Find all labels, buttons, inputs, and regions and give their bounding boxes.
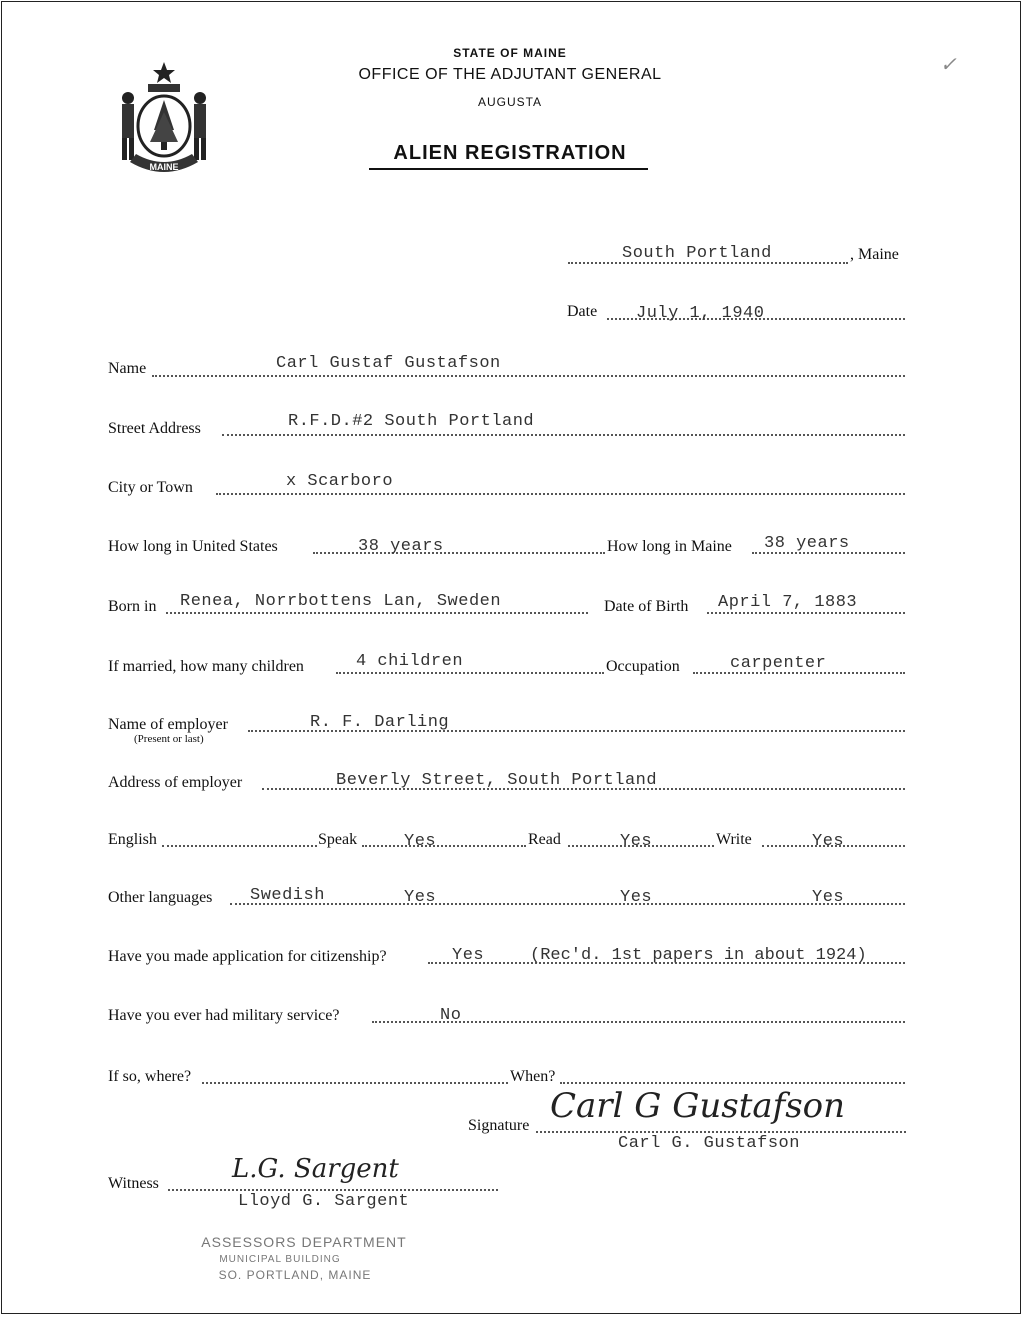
date-value: July 1, 1940 — [636, 304, 765, 323]
city-line — [216, 493, 905, 495]
how-long-maine-label: How long in Maine — [607, 538, 732, 555]
witness-handwritten: L.G. Sargent — [232, 1154, 399, 1184]
english-speak-label: Speak — [318, 831, 358, 848]
other-languages-read-value: Yes — [620, 888, 653, 907]
employer-label: Name of employer — [108, 716, 228, 733]
assessors-stamp-line3: SO. PORTLAND, MAINE — [218, 1268, 372, 1282]
if-so-where-line — [202, 1082, 508, 1084]
name-line — [152, 375, 905, 377]
employer-address-value: Beverly Street, South Portland — [336, 771, 658, 790]
form-title: ALIEN REGISTRATION — [393, 142, 627, 164]
witness-line — [168, 1189, 498, 1191]
city-value: x Scarboro — [286, 472, 394, 491]
citizenship-value: Yes — [452, 946, 485, 965]
witness-label: Witness — [108, 1175, 159, 1192]
employer-value: R. F. Darling — [310, 713, 450, 732]
office-heading: OFFICE OF THE ADJUTANT GENERAL — [358, 66, 662, 83]
signature-line — [536, 1131, 906, 1133]
street-value: R.F.D.#2 South Portland — [288, 412, 535, 431]
assessors-stamp-line2: MUNICIPAL BUILDING — [219, 1254, 341, 1265]
city-label: City or Town — [108, 479, 193, 496]
state-heading: STATE OF MAINE — [453, 46, 567, 60]
how-long-us-line — [313, 552, 605, 554]
street-label: Street Address — [108, 420, 201, 437]
military-label: Have you ever had military service? — [108, 1007, 340, 1024]
english-write-label: Write — [716, 831, 752, 848]
maine-state-seal — [112, 58, 216, 182]
dob-value: April 7, 1883 — [718, 593, 858, 612]
signature-handwritten: Carl G Gustafson — [550, 1086, 846, 1126]
dob-label: Date of Birth — [604, 598, 689, 615]
born-in-label: Born in — [108, 598, 157, 615]
how-long-us-value: 38 years — [358, 537, 444, 556]
dob-line — [707, 612, 905, 614]
english-speak-value: Yes — [404, 832, 437, 851]
other-languages-label: Other languages — [108, 889, 213, 906]
date-label: Date — [567, 303, 598, 320]
city-heading: AUGUSTA — [477, 95, 543, 109]
english-speak-line — [362, 845, 526, 847]
if-so-when-line — [560, 1082, 905, 1084]
other-languages-speak-value: Yes — [404, 888, 437, 907]
corner-check-mark: ✓ — [940, 52, 957, 76]
occupation-value: carpenter — [730, 654, 827, 673]
how-long-maine-value: 38 years — [764, 534, 850, 553]
employer-sublabel: (Present or last) — [134, 733, 204, 745]
other-languages-line — [230, 903, 905, 905]
if-so-when-label: When? — [510, 1068, 556, 1085]
english-label: English — [108, 831, 157, 848]
english-write-value: Yes — [812, 832, 845, 851]
witness-typed: Lloyd G. Sargent — [238, 1192, 410, 1211]
english-line — [162, 845, 317, 847]
born-in-value: Renea, Norrbottens Lan, Sweden — [180, 592, 502, 611]
english-read-label: Read — [528, 831, 561, 848]
military-value: No — [440, 1006, 462, 1025]
street-line — [222, 434, 905, 436]
english-read-value: Yes — [620, 832, 653, 851]
location-suffix: , Maine — [850, 246, 899, 263]
children-value: 4 children — [356, 652, 464, 671]
if-so-where-label: If so, where? — [108, 1068, 192, 1085]
other-languages-write-value: Yes — [812, 888, 845, 907]
children-line — [336, 672, 604, 674]
how-long-us-label: How long in United States — [108, 538, 278, 555]
name-value: Carl Gustaf Gustafson — [276, 354, 501, 373]
citizenship-label: Have you made application for citizenship? — [108, 948, 387, 965]
title-underline — [369, 168, 648, 170]
signature-label: Signature — [468, 1117, 530, 1134]
name-label: Name — [108, 360, 147, 377]
signature-typed: Carl G. Gustafson — [618, 1134, 800, 1153]
location-value: South Portland — [622, 244, 772, 263]
seal-label: MAINE — [149, 162, 179, 172]
assessors-stamp-line1: ASSESSORS DEPARTMENT — [201, 1234, 407, 1250]
employer-address-label: Address of employer — [108, 774, 243, 791]
citizenship-note: (Rec'd. 1st papers in about 1924) — [530, 946, 867, 965]
occupation-label: Occupation — [606, 658, 680, 675]
born-in-line — [166, 612, 588, 614]
other-languages-value: Swedish — [250, 886, 325, 905]
children-label: If married, how many children — [108, 658, 304, 675]
